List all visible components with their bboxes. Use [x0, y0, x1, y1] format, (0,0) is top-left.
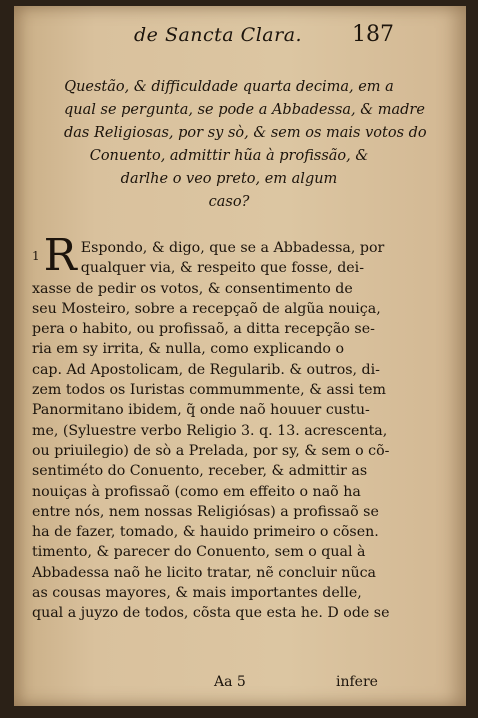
paragraph-number: 1: [32, 249, 40, 263]
text-line: sentiméto do Conuento, receber, & admittir as: [32, 463, 368, 480]
title-line: Questão, & difficuldade quarta decima, em a: [64, 79, 394, 95]
text-line: Abbadessa naõ he licito tratar, nẽ concluir nũca: [32, 564, 377, 581]
text-line: qual a juyzo de todos, cõsta que esta he. D ode se: [32, 605, 390, 622]
title-line: qual se pergunta, se pode a Abbadessa, & madre: [64, 102, 425, 118]
text-line: as cousas mayores, & mais importantes delle,: [32, 585, 362, 602]
text-line: entre nós, nem nossas Religiósas) a profissaõ se: [32, 503, 379, 520]
title-line: Conuento, admittir hũa à profissão, &: [89, 148, 369, 164]
catchword: infere: [336, 674, 378, 690]
text-line: ha de fazer, tomado, & hauido primeiro o cõsen.: [32, 524, 379, 541]
body-text: [32, 230, 400, 624]
text-line: timento, & parecer do Conuento, sem o qual à: [32, 544, 366, 561]
text-line: qualquer via, & respeito que fosse, dei-: [80, 260, 365, 277]
text-line: Espondo, & digo, que se a Abbadessa, por: [80, 240, 385, 256]
text-line: nouiças à profissaõ (como em effeito o naõ ha: [32, 483, 361, 500]
text-line: Panormitano ibidem, q̃ onde naõ houuer custu-: [32, 402, 370, 419]
text-line: seu Mosteiro, sobre a recepçaõ de algũa nouiça,: [32, 300, 381, 317]
page-footer: [14, 674, 466, 696]
opening-paragraph: [32, 230, 400, 281]
text-line: ou priuilegio) de sò a Prelada, por sy, & sem o cõ-: [32, 442, 390, 459]
title-line: darlhe o veo preto, em algum: [120, 171, 338, 187]
page-header: [14, 24, 466, 54]
text-line: pera o habito, ou profissaõ, a ditta recepção se-: [32, 321, 375, 338]
title-line: das Religiosas, por sy sò, & sem os mais votos do: [64, 125, 427, 141]
text-line: cap. Ad Apostolicam, de Regularib. & outros, di-: [32, 361, 380, 378]
text-line: xasse de pedir os votos, & consentimento de: [32, 280, 353, 297]
signature-mark: Aa 5: [214, 674, 246, 690]
running-head: de Sancta Clara.: [134, 24, 303, 46]
book-page: [14, 6, 466, 706]
text-line: me, (Syluestre verbo Religio 3. q. 13. acrescenta,: [32, 422, 388, 439]
question-title: [64, 76, 427, 214]
text-line: zem todos os Iuristas commummente, & assi tem: [32, 382, 386, 399]
page-number: 187: [352, 22, 394, 47]
text-line: ria em sy irrita, & nulla, como explicando o: [32, 341, 345, 358]
drop-cap: R: [43, 230, 77, 281]
title-line: caso?: [208, 194, 250, 210]
